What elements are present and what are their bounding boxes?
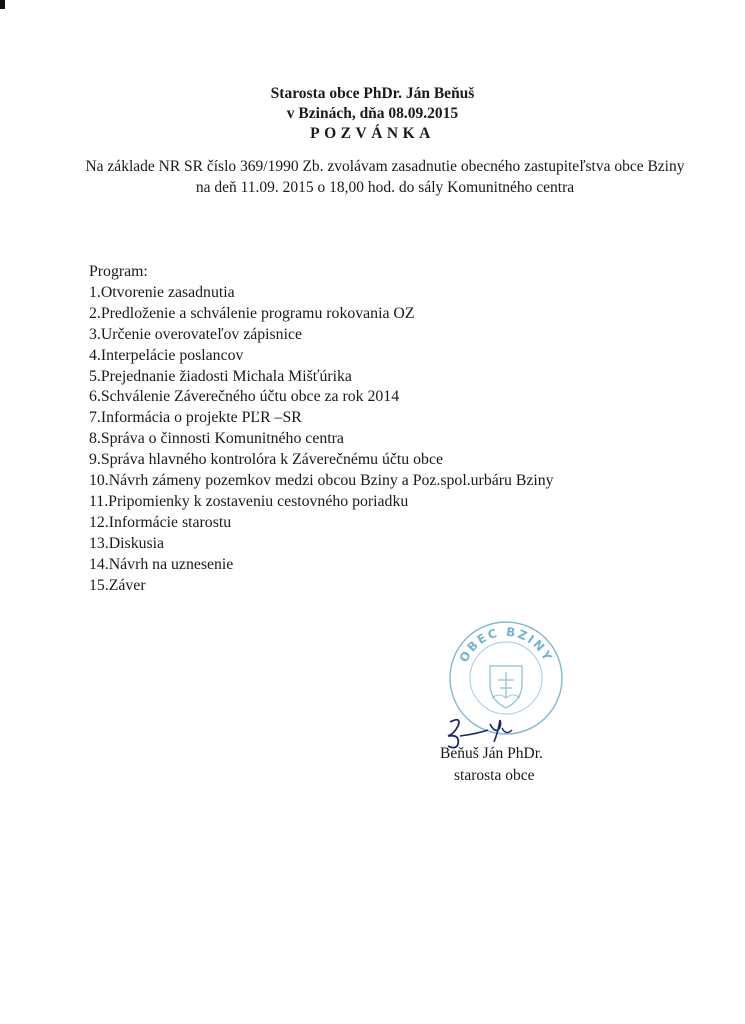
document-title: POZVÁNKA (310, 125, 435, 142)
program-item: 9.Správa hlavného kontrolóra k Záverečnému účtu obce (89, 451, 443, 469)
program-item: 13.Diskusia (89, 534, 165, 552)
svg-text:OBEC BZINY (457, 625, 556, 665)
signer-name: Beňuš Ján PhDr. (440, 745, 543, 762)
header-place-date: v Bzinách, dňa 08.09.2015 (286, 105, 459, 122)
seal-text: OBEC BZINY (456, 624, 556, 665)
scan-edge-mark (0, 0, 5, 9)
program-item: 12.Informácie starostu (89, 513, 232, 531)
program-item: 6.Schválenie Záverečného účtu obce za rok 2014 (89, 388, 400, 406)
program-list (89, 262, 649, 597)
invitation-text: Na základe NR SR číslo 369/1990 Zb. zvolávam zasadnutie obecného zastupiteľstva obce Bziny na deň 11.09. 2015 o 18,00 hod. do sály Komunitného centra (85, 158, 685, 196)
program-item: 2.Predloženie a schválenie programu rokovania OZ (89, 304, 415, 322)
program-item: 11.Pripomienky k zostaveniu cestovného poriadku (89, 492, 409, 510)
program-item: 1.Otvorenie zasadnutia (89, 283, 235, 301)
header-author: Starosta obce PhDr. Ján Beňuš (270, 85, 475, 102)
signer-role: starosta obce (454, 767, 535, 784)
program-item: 14.Návrh na uznesenie (89, 555, 234, 573)
double-cross-icon (498, 672, 514, 698)
program-item: 8.Správa o činnosti Komunitného centra (89, 430, 344, 448)
program-item: 4.Interpelácie poslancov (89, 346, 244, 364)
program-item: 7.Informácia o projekte PĽR –SR (89, 409, 302, 427)
program-item: 3.Určenie overovateľov zápisnice (89, 325, 302, 343)
program-heading: Program: (89, 263, 148, 280)
program-item: 10.Návrh zámeny pozemkov medzi obcou Bziny a Poz.spol.urbáru Bziny (89, 472, 554, 490)
program-item: 15.Záver (89, 576, 146, 594)
document-header (0, 84, 745, 144)
program-item: 5.Prejednanie žiadosti Michala Mišťúrika (89, 367, 352, 385)
signer-block (440, 743, 543, 787)
